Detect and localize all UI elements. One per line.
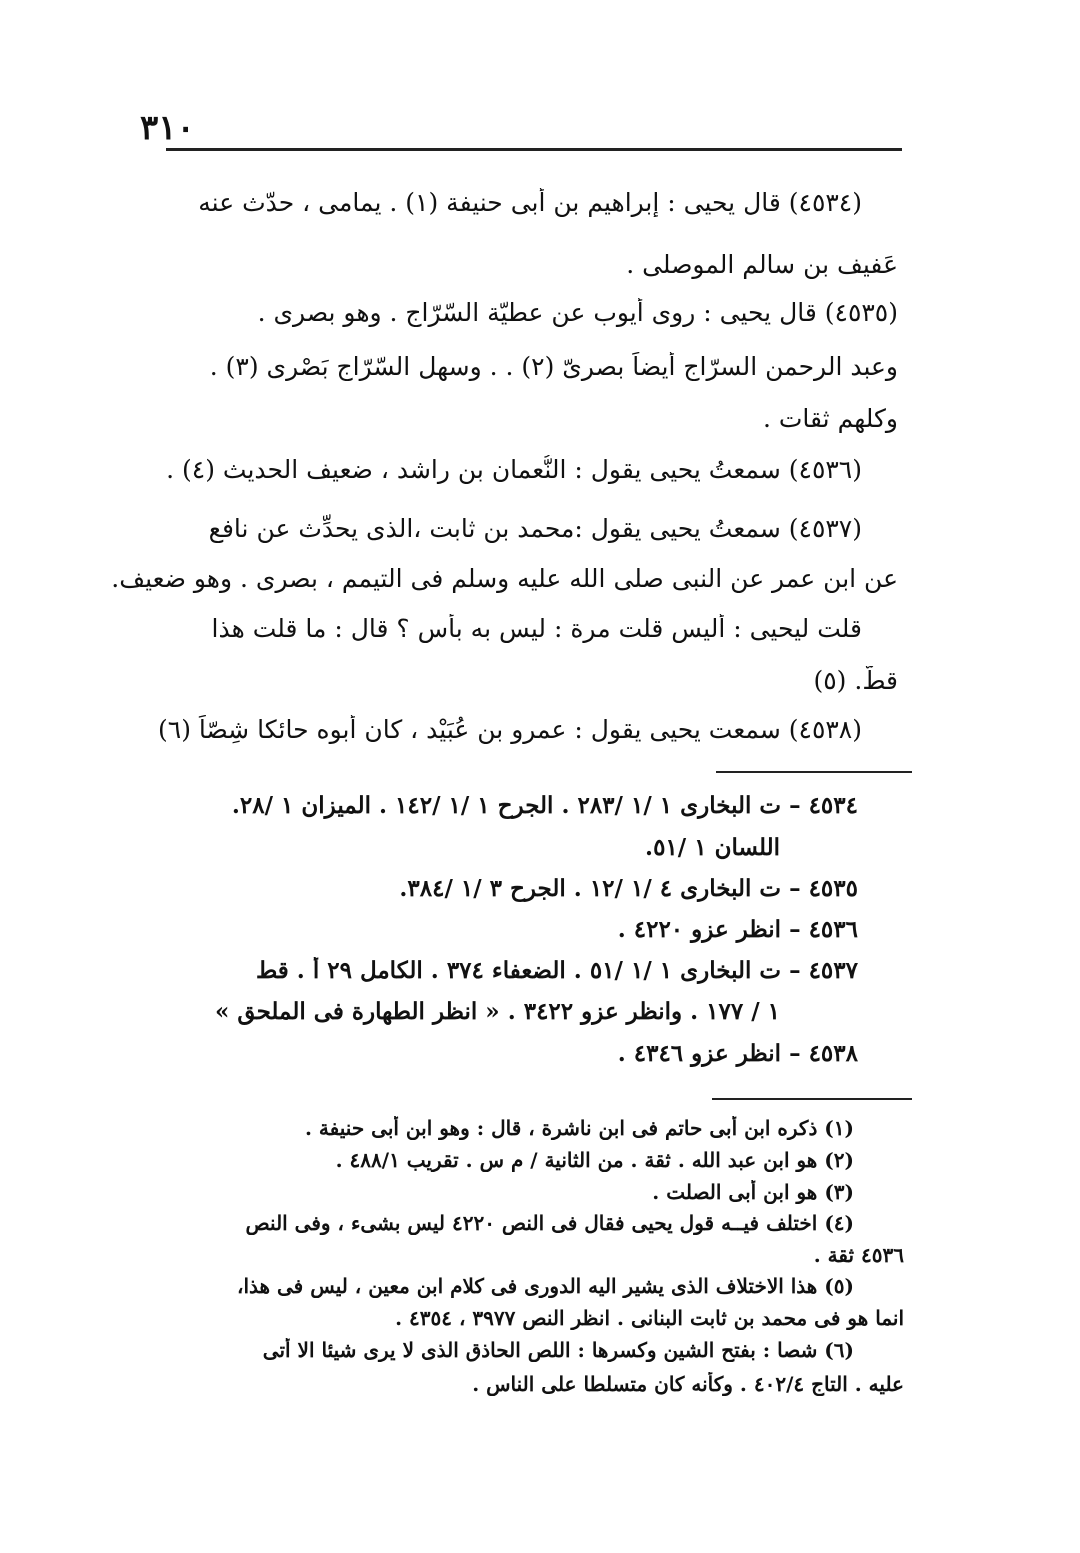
text-line: قطُّ. (٥): [813, 666, 898, 695]
footnote-line: (١) ذكره ابن أبى حاتم فى ابن ناشرة ، قال : وهو ابن أبى حنيفة .: [305, 1116, 854, 1140]
references-rule: [716, 771, 912, 773]
footnote-line: (٦) شصا : بفتح الشين وكسرها : اللص الحاذق الذى لا يرى شيئا الا أتى: [262, 1338, 854, 1362]
notes-rule: [712, 1098, 912, 1100]
footnote-line: عليه . التاج ٤٠٢/٤ . وكأنه كان متسلطا على الناس .: [472, 1372, 904, 1396]
reference-line: اللسان ١ /٥١.: [645, 834, 780, 861]
text-line: وكلهم ثقات .: [762, 404, 898, 433]
header-rule: [166, 148, 902, 151]
footnote-line: (٢) هو ابن عبد الله . ثقة . من الثانية / م س . تقريب ٤٨٨/١ .: [335, 1148, 854, 1172]
text-line: عن ابن عمر عن النبى صلى الله عليه وسلم فى التيمم ، بصرى . وهو ضعيف.: [111, 564, 898, 593]
text-line: (٤٥٣٧) سمعتُ يحيى يقول :محمد بن ثابت ،الذى يحدِّث عن نافع: [208, 514, 862, 543]
reference-line: ٤٥٣٥ – ت البخارى ٤ /١ /١٢ . الجرح ٣ /١ /٣٨٤.: [399, 875, 858, 902]
footnote-line: (٤) اختلف فيــه قول يحيى فقال فى النص ٤٢٢٠ ليس بشىء ، وفى النص: [245, 1211, 854, 1235]
footnote-line: (٥) هذا الاختلاف الذى يشير اليه الدورى فى كلام ابن معين ، ليس فى هذا،: [236, 1274, 854, 1298]
reference-line: ٤٥٣٨ – انظر عزو ٤٣٤٦ .: [617, 1040, 858, 1067]
text-line: (٤٥٣٤) قال يحيى : إبراهيم بن أبى حنيفة (١) . يمامى ، حدّث عنه: [198, 188, 862, 217]
text-line: عَفيف بن سالم الموصلى .: [626, 250, 898, 279]
reference-line: ١ / ١٧٧ . وانظر عزو ٣٤٢٢ . « انظر الطهارة فى الملحق »: [215, 998, 780, 1025]
footnote-line: ٤٥٣٦ ثقة .: [813, 1243, 904, 1267]
text-line: (٤٥٣٦) سمعتُ يحيى يقول : النُّعمان بن راشد ، ضعيف الحديث (٤) .: [166, 455, 862, 484]
text-line: قلت ليحيى : أليس قلت مرة : ليس به بأس ؟ قال : ما قلت هذا: [211, 614, 862, 643]
reference-line: ٤٥٣٦ – انظر عزو ٤٢٢٠ .: [617, 916, 858, 943]
reference-line: ٤٥٣٤ – ت البخارى ١ /١ /٢٨٣ . الجرح ١ /١ /١٤٢ . الميزان ١ /٢٨.: [231, 792, 858, 819]
footnote-line: (٣) هو ابن أبى الصلت .: [652, 1180, 854, 1204]
footnote-line: انما هو فى محمد بن ثابت البنانى . انظر النص ٣٩٧٧ ، ٤٣٥٤ .: [395, 1306, 904, 1330]
page-number: ٣١٠: [140, 108, 195, 148]
text-line: وعبد الرحمن السرّاج أيضاً بصرىّ (٢) . . وسهل السّرّاج بَصْرِى (٣) .: [209, 352, 898, 381]
text-line: (٤٥٣٥) قال يحيى : روى أيوب عن عطيّة السّرّاج . وهو بصرى .: [257, 298, 898, 327]
reference-line: ٤٥٣٧ – ت البخارى ١ /١ /٥١ . الضعفاء ٣٧٤ . الكامل ٢٩ أ . قط: [255, 957, 858, 984]
text-line: (٤٥٣٨) سمعت يحيى يقول : عمرو بن عُبَيْد ، كان أبوه حائكا شِصّاً (٦): [157, 715, 862, 744]
